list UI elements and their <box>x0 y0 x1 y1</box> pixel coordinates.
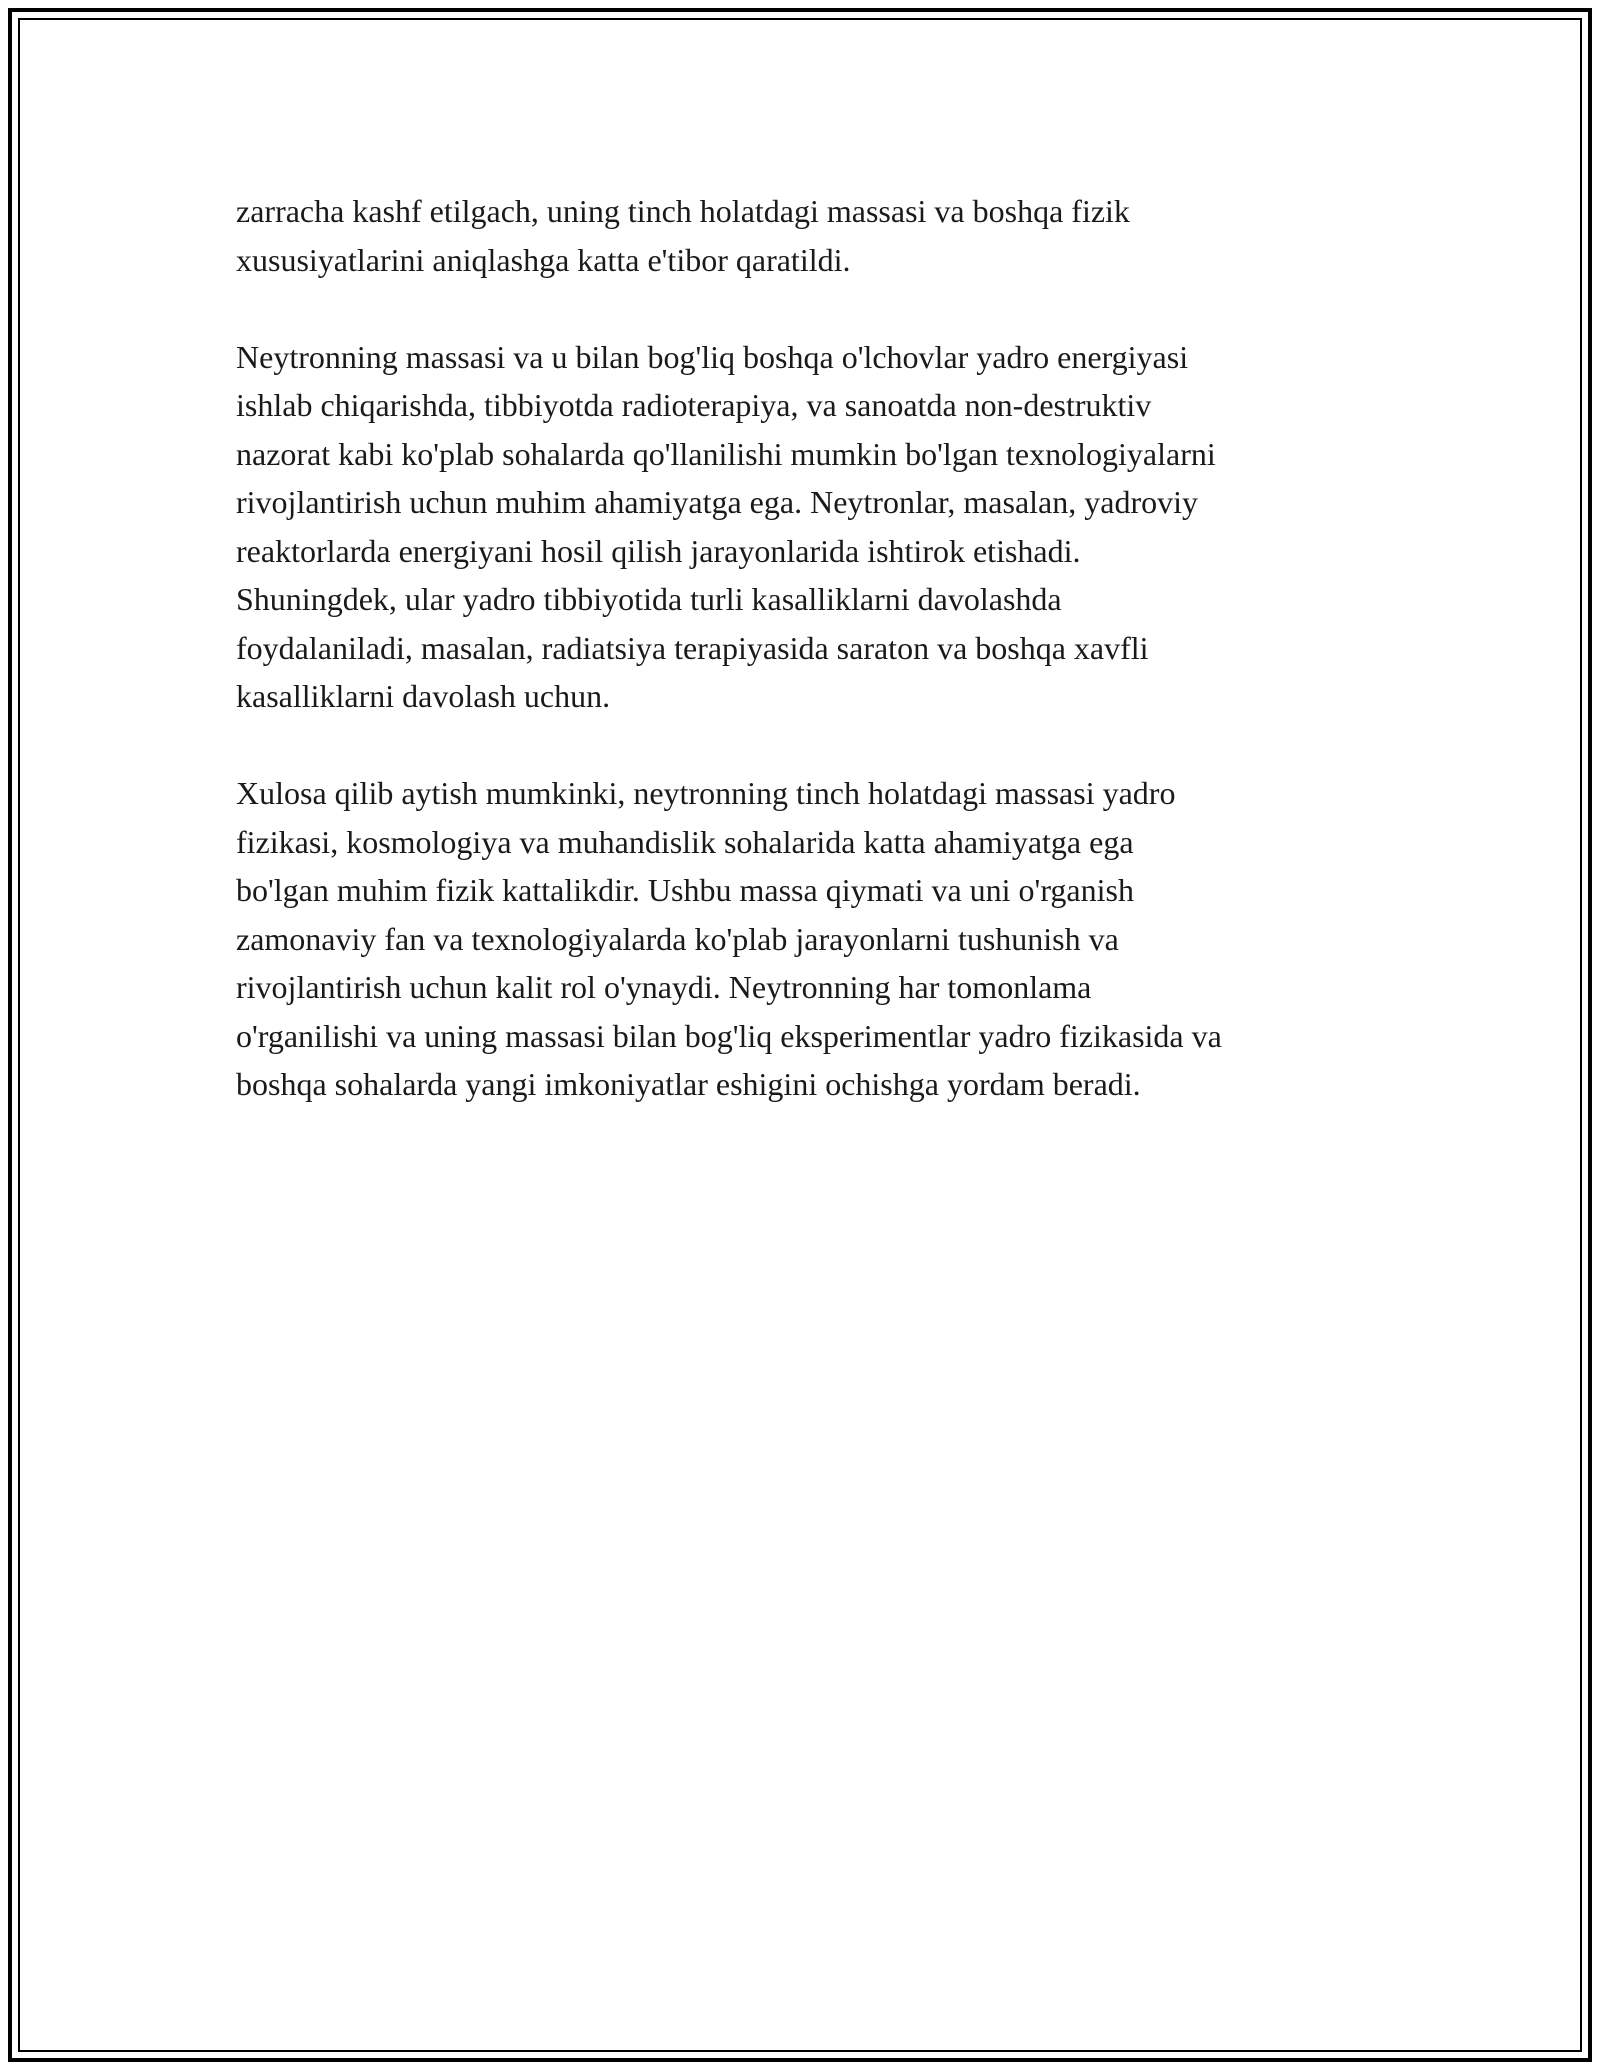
text-line: kasalliklarni davolash uchun. <box>236 678 611 714</box>
document-body <box>236 187 1386 1109</box>
text-line: xususiyatlarini aniqlashga katta e'tibor qaratildi. <box>236 241 851 278</box>
paragraph-3 <box>236 769 1386 1109</box>
text-line: rivojlantirish uchun kalit rol o'ynaydi. Neytronning har tomonlama <box>236 969 1092 1005</box>
paragraph-2 <box>236 333 1386 721</box>
text-line: boshqa sohalarda yangi imkoniyatlar eshigini ochishga yordam beradi. <box>236 1066 1141 1102</box>
text-line: zamonaviy fan va texnologiyalarda ko'plab jarayonlarni tushunish va <box>236 920 1119 957</box>
text-line: rivojlantirish uchun muhim ahamiyatga ega. Neytronlar, masalan, yadroviy <box>236 484 1198 520</box>
text-line: Neytronning massasi va u bilan bog'liq boshqa o'lchovlar yadro energiyasi <box>236 338 1189 375</box>
text-line: reaktorlarda energiyani hosil qilish jarayonlarida ishtirok etishadi. <box>236 532 1081 569</box>
paragraph-1 <box>236 187 1386 284</box>
text-line: bo'lgan muhim fizik kattalikdir. Ushbu massa qiymati va uni o'rganish <box>236 872 1134 908</box>
text-line: nazorat kabi ko'plab sohalarda qo'llanilishi mumkin bo'lgan texnologiyalarni <box>236 435 1216 472</box>
text-line: Xulosa qilib aytish mumkinki, neytronning tinch holatdagi massasi yadro <box>236 775 1176 811</box>
text-line: o'rganilishi va uning massasi bilan bog'liq eksperimentlar yadro fizikasida va <box>236 1017 1222 1054</box>
text-line: Shuningdek, ular yadro tibbiyotida turli kasalliklarni davolashda <box>236 581 1062 617</box>
text-line: zarracha kashf etilgach, uning tinch holatdagi massasi va boshqa fizik <box>236 193 1130 229</box>
text-line: ishlab chiqarishda, tibbiyotda radioterapiya, va sanoatda non-destruktiv <box>236 387 1152 423</box>
text-line: foydalaniladi, masalan, radiatsiya terapiyasida saraton va boshqa xavfli <box>236 629 1149 666</box>
text-line: fizikasi, kosmologiya va muhandislik sohalarida katta ahamiyatga ega <box>236 823 1134 860</box>
